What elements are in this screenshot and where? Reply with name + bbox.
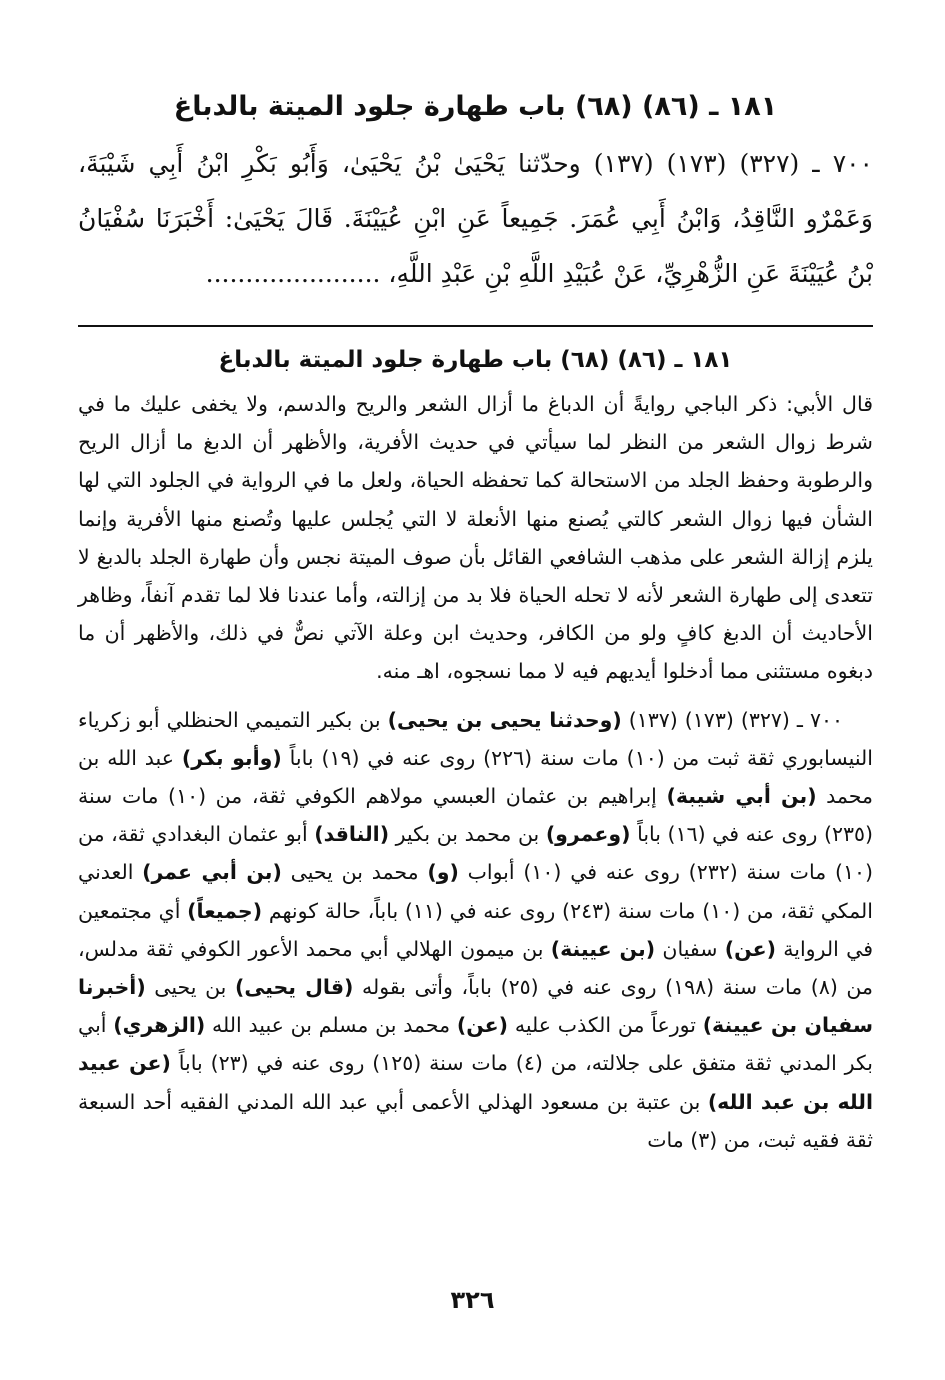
quoted-text: (عن عبيد الله بن عبد الله) <box>78 1051 873 1114</box>
commentary-paragraph-2 <box>78 701 873 1159</box>
commentary-heading: ١٨١ ـ (٨٦) (٦٨) باب طهارة جلود الميتة بالدباغ <box>218 347 733 373</box>
commentary-text: بن يحيى <box>145 975 235 1000</box>
quoted-text: (بن عيينة) <box>550 936 656 961</box>
commentary-text: محمد بن مسلم بن عبيد الله <box>205 1013 457 1038</box>
quoted-text: (و) <box>427 860 459 885</box>
commentary-text: بن محمد بن بكير <box>389 822 546 847</box>
narration-number: ٧٠٠ ـ (٣٢٧) (١٧٣) (١٣٧) <box>621 707 843 732</box>
quoted-text: (وعمرو) <box>545 822 631 847</box>
hadith-text: ٧٠٠ ـ (٣٢٧) (١٧٣) (١٣٧) وحدّثنا يَحْيَىٰ بْنُ يَحْيَىٰ، وَأَبُو بَكْرِ ابْنُ أَبِي شَيْبَةَ، وَعَمْرٌو النَّاقِدُ، وَابْنُ أَبِي عُمَرَ. جَمِيعاً عَنِ ابْنِ عُيَيْنَةَ. قَالَ يَحْيَىٰ: أَخْبَرَنَا سُفْيَانُ بْنُ عُيَيْنَةَ عَنِ الزُّهْرِيِّ، عَنْ عُبَيْدِ اللَّهِ بْنِ عَبْدِ اللَّهِ، ...................... <box>78 149 873 288</box>
quoted-text: (عن) <box>724 936 776 961</box>
quoted-text: (أخبرنا سفيان بن عيينة) <box>78 975 873 1038</box>
quoted-text: (بن أبي عمر) <box>142 860 282 885</box>
commentary-text: العدني المكي ثقة، من (١٠) مات سنة (٢٤٣) روى عنه في (١١) باباً، حالة كونهم <box>78 860 873 923</box>
commentary-text: عبد الله بن محمد <box>78 745 873 809</box>
commentary-text: بن بكير التميمي الحنظلي أبو زكرياء النيسابوري ثقة ثبت من (١٠) مات سنة (٢٢٦) روى عنه في (١٩) باباً <box>78 707 873 770</box>
commentary-text: سفيان <box>655 936 725 961</box>
quoted-text: (جميعاً) <box>187 898 263 923</box>
section-divider <box>78 325 873 327</box>
quoted-text: (قال يحيى) <box>234 975 354 1000</box>
commentary-text: محمد بن يحيى <box>281 860 428 885</box>
chapter-heading: ١٨١ ـ (٨٦) (٦٨) باب طهارة جلود الميتة بالدباغ <box>173 91 778 122</box>
commentary-text: إبراهيم بن عثمان العبسي مولاهم الكوفي ثقة، من (١٠) مات سنة (٢٣٥) روى عنه في (١٦) باباً <box>78 784 873 847</box>
commentary-text: بن ميمون الهلالي أبي محمد الأعور الكوفي ثقة مدلس، من (٨) مات سنة (١٩٨) روى عنه في (٢٥) باباً، وأتى بقوله <box>78 936 873 1000</box>
commentary-text: أبي بكر المدني ثقة متفق على جلالته، من (٤) مات سنة (١٢٥) روى عنه في (٢٣) باباً <box>78 1013 873 1076</box>
commentary-paragraph-1: قال الأبي: ذكر الباجي روايةً أن الدباغ ما أزال الشعر والريح والدسم، ولا يخفى عليك ما في شرط زوال الشعر من النظر لما سيأتي في حديث الأفرية، والأظهر أن الدبغ ما أزال الريح والرطوبة وحفظ الجلد من الاستحالة كما تحفظه الحياة، ولعل ما في الرواية في الجلود التي لها الشأن فيها زوال الشعر كالتي يُصنع منها الأنعلة لا التي يُجلس عليها وتُصنع منها الأفرية وإنما يلزم إزالة الشعر على مذهب الشافعي القائل بأن صوف الميتة نجس وأن طهارة الجلد بالدبغ لا تتعدى إلى طهارة الشعر لأنه لا تحله الحياة فلا بد من إزالته، وأما عندنا فلا لما تقدم آنفاً، وظاهر الأحاديث أن الدبغ كافٍ ولو من الكافر، وحديث ابن وعلة الآتي نصٌّ في ذلك، والأظهر أن ما دبغوه مستثنى مما أدخلوا أيديهم فيه لا مما نسجوه، اهـ منه. <box>78 392 873 684</box>
quoted-text: (وأبو بكر) <box>181 745 282 770</box>
commentary-text: بن عتبة بن مسعود الهذلي الأعمى أبي عبد الله المدني الفقيه أحد السبعة ثقة فقيه ثبت، من (٣) مات <box>78 1089 873 1152</box>
commentary-text: أبو عثمان البغدادي ثقة، من (١٠) مات سنة (٢٣٢) روى عنه في (١٠) أبواب <box>78 822 873 885</box>
quoted-text: (بن أبي شيبة) <box>666 784 817 809</box>
commentary-text: تورعاً من الكذب عليه <box>508 1013 703 1038</box>
page-number: ٣٢٦ <box>450 1286 495 1314</box>
quoted-text: (الزهري) <box>113 1013 206 1038</box>
quoted-text: (الناقد) <box>314 822 390 847</box>
book-page <box>78 78 873 1159</box>
quoted-text: (وحدثنا يحيى بن يحيى) <box>387 707 622 732</box>
commentary-text: أي مجتمعين في الرواية <box>78 898 874 961</box>
quoted-text: (عن) <box>456 1013 509 1038</box>
